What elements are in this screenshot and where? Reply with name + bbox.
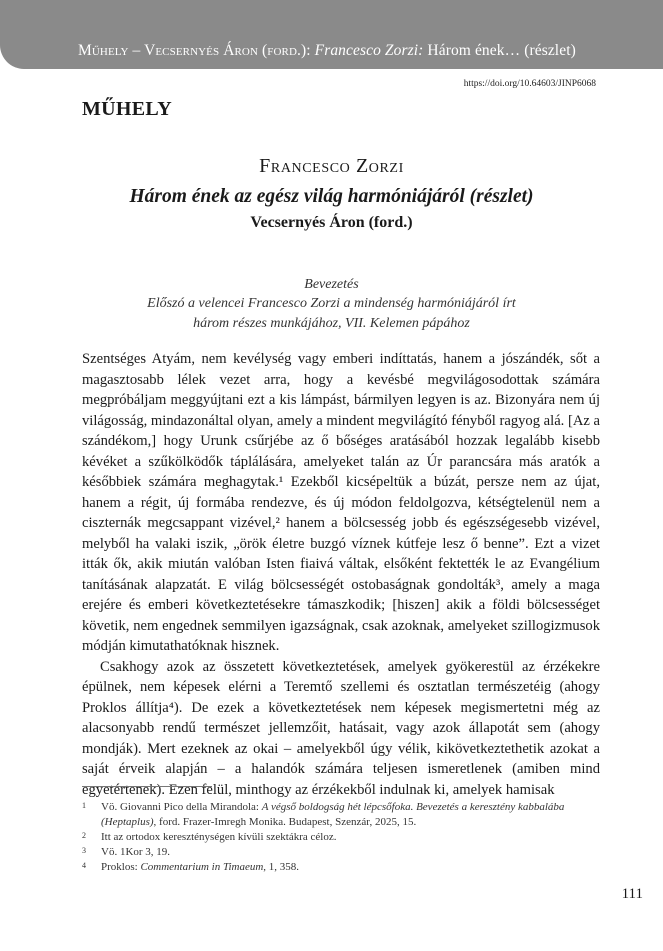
- running-header-text: [78, 42, 638, 60]
- footnote-number: 1: [82, 801, 86, 810]
- footnote-divider: [82, 786, 212, 787]
- footnote-4: [82, 860, 600, 875]
- footnote-text-end: , 1, 358.: [263, 861, 300, 873]
- body-text: [82, 349, 600, 800]
- footnote-3: [82, 845, 600, 860]
- intro-line-1: Előszó a velencei Francesco Zorzi a mindenség harmóniájáról írt: [147, 296, 516, 311]
- article-translator: Vecsernyés Áron (ford.): [250, 214, 413, 231]
- running-header-section: Műhely – Vecsernyés Áron (ford.):: [78, 42, 311, 59]
- footnote-text-end: , ford. Frazer-Imregh Monika. Budapest, Szenzár, 2025, 15.: [153, 816, 417, 828]
- footnote-number: 2: [82, 831, 86, 840]
- footnote-number: 3: [82, 846, 86, 855]
- running-header: [0, 0, 663, 69]
- footnote-1: [82, 800, 600, 830]
- section-heading: MŰHELY: [82, 98, 172, 120]
- footnote-text: Proklos:: [101, 861, 141, 873]
- article-title: Három ének az egész világ harmóniájáról (részlet): [129, 186, 534, 207]
- running-header-title: Három ének…: [427, 42, 521, 59]
- footnote-text: Vö. Giovanni Pico della Mirandola:: [101, 801, 262, 813]
- intro-line-2: három részes munkájához, VII. Kelemen pápához: [193, 316, 470, 331]
- footnote-italic: A végső boldogság hét lépcsőfoka. Bevezetés a keresztény kabbalába (Heptaplus): [101, 801, 565, 828]
- footnote-text: Itt az ortodox kereszténységen kívüli szektákra céloz.: [101, 831, 337, 843]
- running-header-author: Francesco Zorzi:: [314, 42, 424, 59]
- footnote-2: [82, 830, 600, 845]
- running-header-suffix: (részlet): [524, 42, 576, 59]
- footnotes: [82, 800, 600, 875]
- intro-heading: Bevezetés: [304, 277, 359, 292]
- body-paragraph-1: Szentséges Atyám, nem kevélység vagy emberi indíttatás, hanem a jószándék, sőt a magasztosabb lélek vezet arra, hogy a kevésbé megvilágosodottak számára megpróbáljam meggyújtani ezt a kis lámpást, bármilyen legyen is az. Bizonyára nem új világosság, mindazonáltal olyan, amely a mindent megvilágító fényből ragyog alá. [Az a szándékom,] hogy Urunk csűrjébe az ő bőséges aratásából hozzak legalább kisebb kévéket a szűkölködők táplálására, amelyeket talán az Úr parancsára más aratók a későbbiek számára meghagytak.¹ Ezekből kicsépeltük a búzát, persze nem az újat, hanem a régit, új formába rendezve, és új módon feldolgozva, kétségtelenül nem a ciszternák megcsappant vizével,² hanem a bölcsesség jobb és egészségesebb vizével, melyből ha valaki iszik, „örök életre buzgó víznek kútfeje lesz ő benne”. Ezt a vizet itták ők, akik miután valóban Isten fiaivá váltak, elsőként fektették le az Evangélium tanításának alapzatát. E világ bölcsességét ostobaságnak gondolták³, amely a maga erejére és emberi következtetésekre támaszkodik; [hiszen] akik a földi bölcsességet követik, nem engednek semmilyen igazságnak, csak azoknak, amelyeket szillogizmusok módján kimutathatóknak hisznek.: [82, 351, 600, 654]
- article-author: Francesco Zorzi: [259, 155, 404, 177]
- footnote-number: 4: [82, 861, 86, 870]
- doi-link[interactable]: https://doi.org/10.64603/JINP6068: [463, 79, 596, 89]
- body-paragraph-2: Csakhogy azok az összetett következtetések, amelyek gyökerestül az érzékekre épülnek, nem képesek elérni a Teremtő szellemi és osztatlan természetéig (ahogy Proklos állítja⁴). De ezek a következtetések nem képesek megismertetni még az alacsonyabb rendű természet jellemzőit, hatásait, vagy azok állapotát sem (ahogy mondják). Mert ezeknek az okai – amelyekből úgy vélik, kikövetkeztethetik azokat a saját érveik alapján – a halandók számára teljesen ismeretlenek (amiben mind egyetértenek). Ezen felül, minthogy az érzékekből indulnak ki, amelyek hamisak: [82, 658, 600, 798]
- footnote-italic: Commentarium in Timaeum: [140, 861, 264, 873]
- page-number: 111: [621, 886, 643, 902]
- footnote-text: Vö. 1Kor 3, 19.: [101, 846, 171, 858]
